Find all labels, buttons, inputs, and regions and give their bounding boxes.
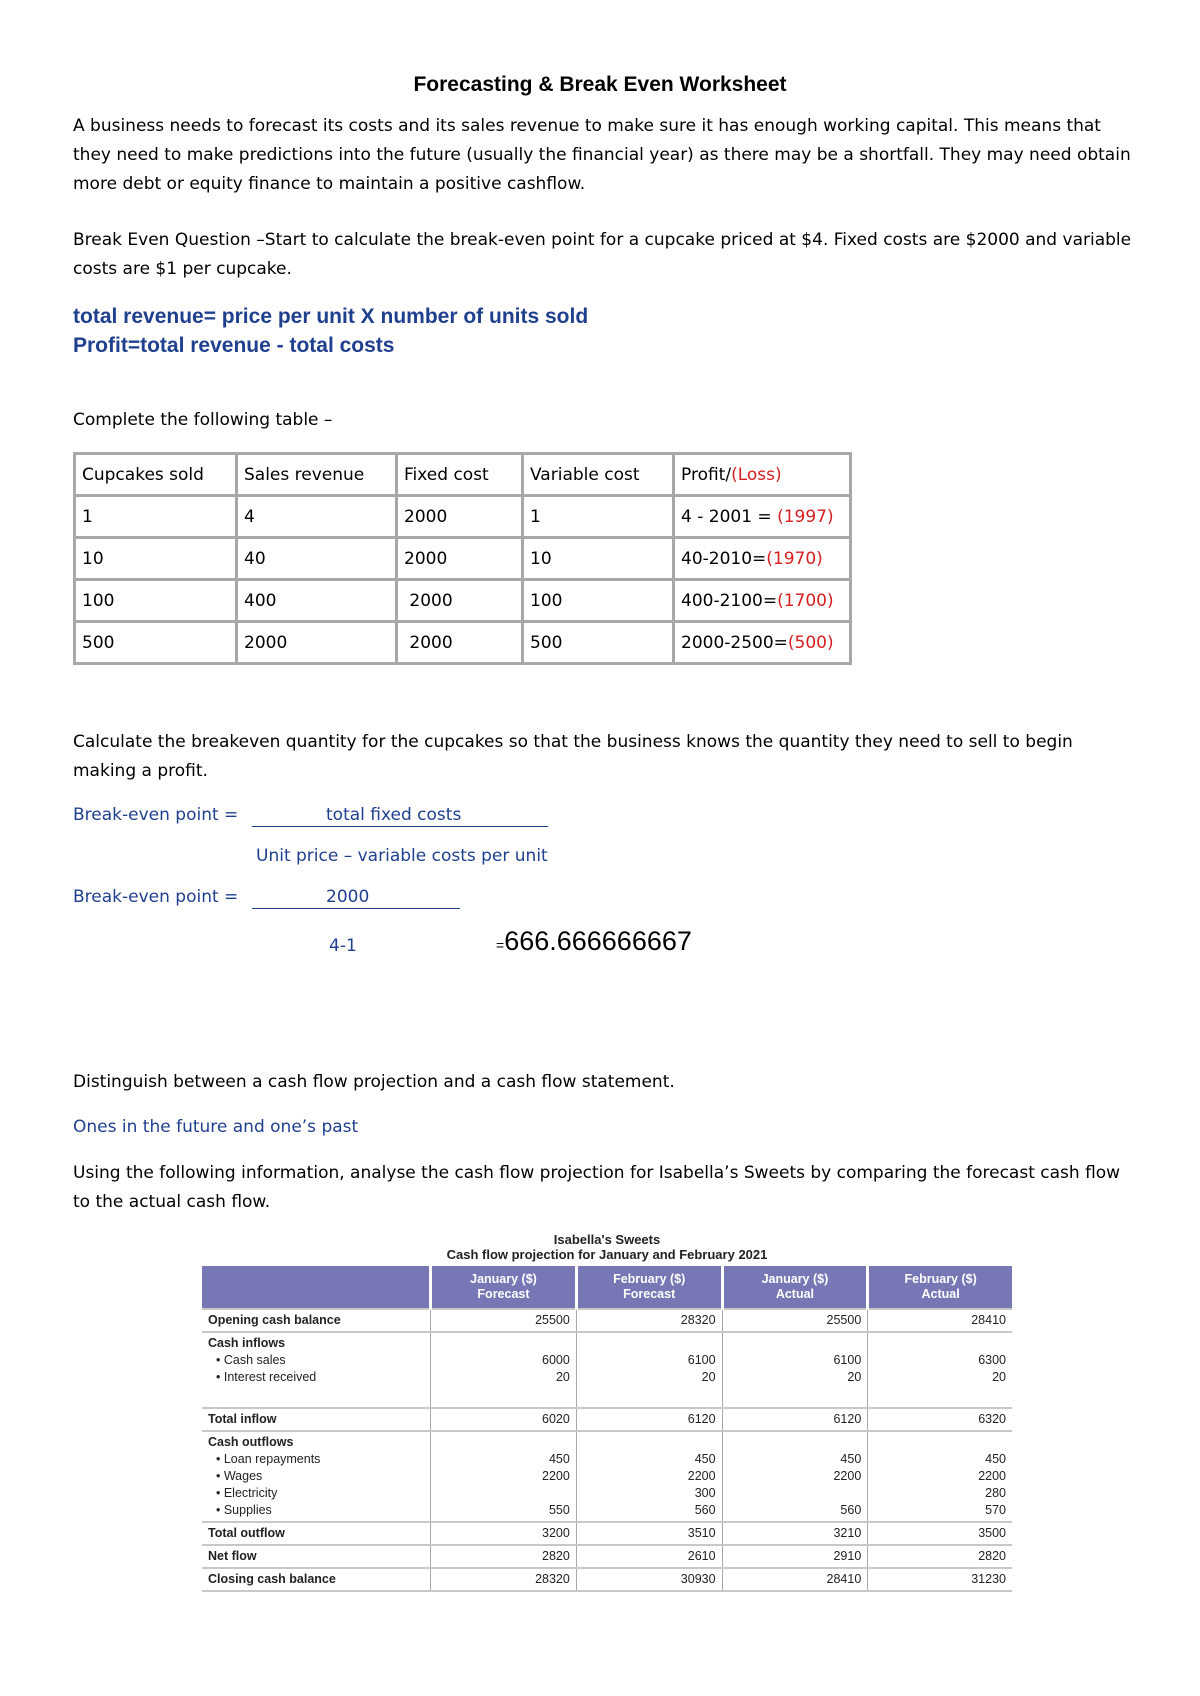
header-fixed-cost: Fixed cost [397,454,523,496]
row-label [202,1431,431,1522]
item-label: • Supplies [216,1503,272,1517]
cell-profit [674,538,851,580]
fraction-line-2 [252,908,460,909]
profit-result: (1997) [777,506,834,527]
section-label: Cash outflows [208,1435,294,1449]
fraction-line-1 [252,826,548,827]
header-feb-forecast: February ($) Forecast [576,1266,722,1309]
cell-profit [674,622,851,664]
cell-value: 28320 [431,1568,577,1591]
cell-profit [674,496,851,538]
breakeven-label-2: Break-even point = [73,887,239,907]
formula-profit: Profit=total revenue - total costs [73,334,395,357]
cell-revenue: 40 [237,538,397,580]
row-label: Net flow [202,1545,431,1568]
cell-variable: 1 [523,496,674,538]
cell-value: 6000 20 [431,1332,577,1408]
breakeven-question: Calculate the breakeven quantity for the cupcakes so that the business knows the quantity they need to sell to begin making a profit. [73,732,1073,781]
cell-fixed: 2000 [397,580,523,622]
cell-value: 450 2200 560 [722,1431,868,1522]
cashflow-title: Isabella's Sweets [553,1232,661,1247]
breakeven-label-1: Break-even point = [73,805,239,825]
cell-value: 25500 [431,1309,577,1332]
cell-value: 6020 [431,1408,577,1431]
cell-revenue: 2000 [237,622,397,664]
cell-profit [674,580,851,622]
profit-result: (500) [787,632,834,653]
profit-calc: 2000-2500= [681,632,788,653]
intro-paragraph: A business needs to forecast its costs and its sales revenue to make sure it has enough working capital. This means that they need to make predictions into the future (usually the financial year) as there may be a shortfall. They may need obtain more debt or equity finance to maintain a positive cashflow. [73,116,1131,194]
header-profit-loss [674,454,851,496]
cell-value: 6100 20 [576,1332,722,1408]
cell-value: 450 2200 300 560 [576,1431,722,1522]
table-row [202,1408,1012,1431]
result-value: 666.666666667 [504,926,692,956]
profit-result: (1970) [766,548,823,569]
header-variable-cost: Variable cost [523,454,674,496]
table-row [202,1522,1012,1545]
cell-value: 3210 [722,1522,868,1545]
cell-value: 28320 [576,1309,722,1332]
cell-value: 3510 [576,1522,722,1545]
profit-calc: 400-2100= [681,590,778,611]
cell-value: 2820 [431,1545,577,1568]
table-row [202,1568,1012,1591]
cell-value: 28410 [868,1309,1012,1332]
header-cupcakes-sold: Cupcakes sold [75,454,237,496]
table-row [75,496,851,538]
result-equals: = [496,937,505,953]
item-label: • Cash sales [216,1353,286,1367]
cashflow-header-row [202,1266,1012,1309]
section-label: Cash inflows [208,1336,286,1350]
table-row [75,622,851,664]
breakeven-denominator-1: Unit price – variable costs per unit [256,846,548,866]
cashflow-table [202,1266,1012,1592]
formula-total-revenue: total revenue= price per unit X number of units sold [73,305,589,328]
header-feb-actual: February ($) Actual [868,1266,1012,1309]
cell-value: 6300 20 [868,1332,1012,1408]
breakeven-numerator-1: total fixed costs [326,805,462,825]
cashflow-figure [202,1232,1012,1592]
cell-value: 2610 [576,1545,722,1568]
cell-variable: 10 [523,538,674,580]
table-row [202,1431,1012,1522]
item-label: • Loan repayments [216,1452,321,1466]
cell-sold: 1 [75,496,237,538]
cashflow-subtitle: Cash flow projection for January and February 2021 [446,1247,768,1262]
header-jan-actual: January ($) Actual [722,1266,868,1309]
row-label: Total outflow [202,1522,431,1545]
cell-value: 2820 [868,1545,1012,1568]
row-label: Opening cash balance [202,1309,431,1332]
loss-label: (Loss) [731,464,782,485]
cell-sold: 100 [75,580,237,622]
table-row [202,1545,1012,1568]
cell-sold: 500 [75,622,237,664]
cell-revenue: 4 [237,496,397,538]
cell-value: 3200 [431,1522,577,1545]
table-row [202,1309,1012,1332]
item-label: • Interest received [216,1370,317,1384]
table-row [75,580,851,622]
header-blank [202,1266,431,1309]
page-title: Forecasting & Break Even Worksheet [413,73,787,96]
table-row [202,1332,1012,1408]
item-label: • Electricity [216,1486,278,1500]
breakeven-numerator-2: 2000 [326,887,370,907]
cell-value: 30930 [576,1568,722,1591]
cell-value: 2910 [722,1545,868,1568]
row-label: Total inflow [202,1408,431,1431]
cell-value: 6100 20 [722,1332,868,1408]
profit-table [73,452,852,665]
cell-sold: 10 [75,538,237,580]
header-jan-forecast: January ($) Forecast [431,1266,577,1309]
row-label: Closing cash balance [202,1568,431,1591]
complete-table-instruction: Complete the following table – [73,410,333,430]
profit-result: (1700) [777,590,834,611]
profit-calc: 4 - 2001 = [681,506,778,527]
breakeven-denominator-2: 4-1 [329,936,357,956]
cell-value: 450 2200 280 570 [868,1431,1012,1522]
cell-value: 28410 [722,1568,868,1591]
item-label: • Wages [216,1469,263,1483]
breakeven-result [496,926,692,957]
cell-value: 31230 [868,1568,1012,1591]
cell-fixed: 2000 [397,538,523,580]
distinguish-answer: Ones in the future and one’s past [73,1117,359,1137]
cell-value: 450 2200 550 [431,1431,577,1522]
cell-value: 6120 [722,1408,868,1431]
cell-value: 6120 [576,1408,722,1431]
row-label [202,1332,431,1408]
cell-value: 3500 [868,1522,1012,1545]
cell-variable: 500 [523,622,674,664]
cell-value: 6320 [868,1408,1012,1431]
cell-variable: 100 [523,580,674,622]
table-header-row [75,454,851,496]
cell-revenue: 400 [237,580,397,622]
break-even-question: Break Even Question –Start to calculate the break-even point for a cupcake priced at $4. Fixed costs are $2000 and variable costs are $1 per cupcake. [73,230,1132,279]
profit-calc: 40-2010= [681,548,767,569]
profit-label: Profit/ [681,464,732,485]
cell-value: 25500 [722,1309,868,1332]
cell-fixed: 2000 [397,622,523,664]
cell-fixed: 2000 [397,496,523,538]
table-row [75,538,851,580]
analyse-question: Using the following information, analyse the cash flow projection for Isabella’s Sweets by comparing the forecast cash flow to the actual cash flow. [73,1163,1121,1212]
distinguish-question: Distinguish between a cash flow projection and a cash flow statement. [73,1072,675,1092]
header-sales-revenue: Sales revenue [237,454,397,496]
